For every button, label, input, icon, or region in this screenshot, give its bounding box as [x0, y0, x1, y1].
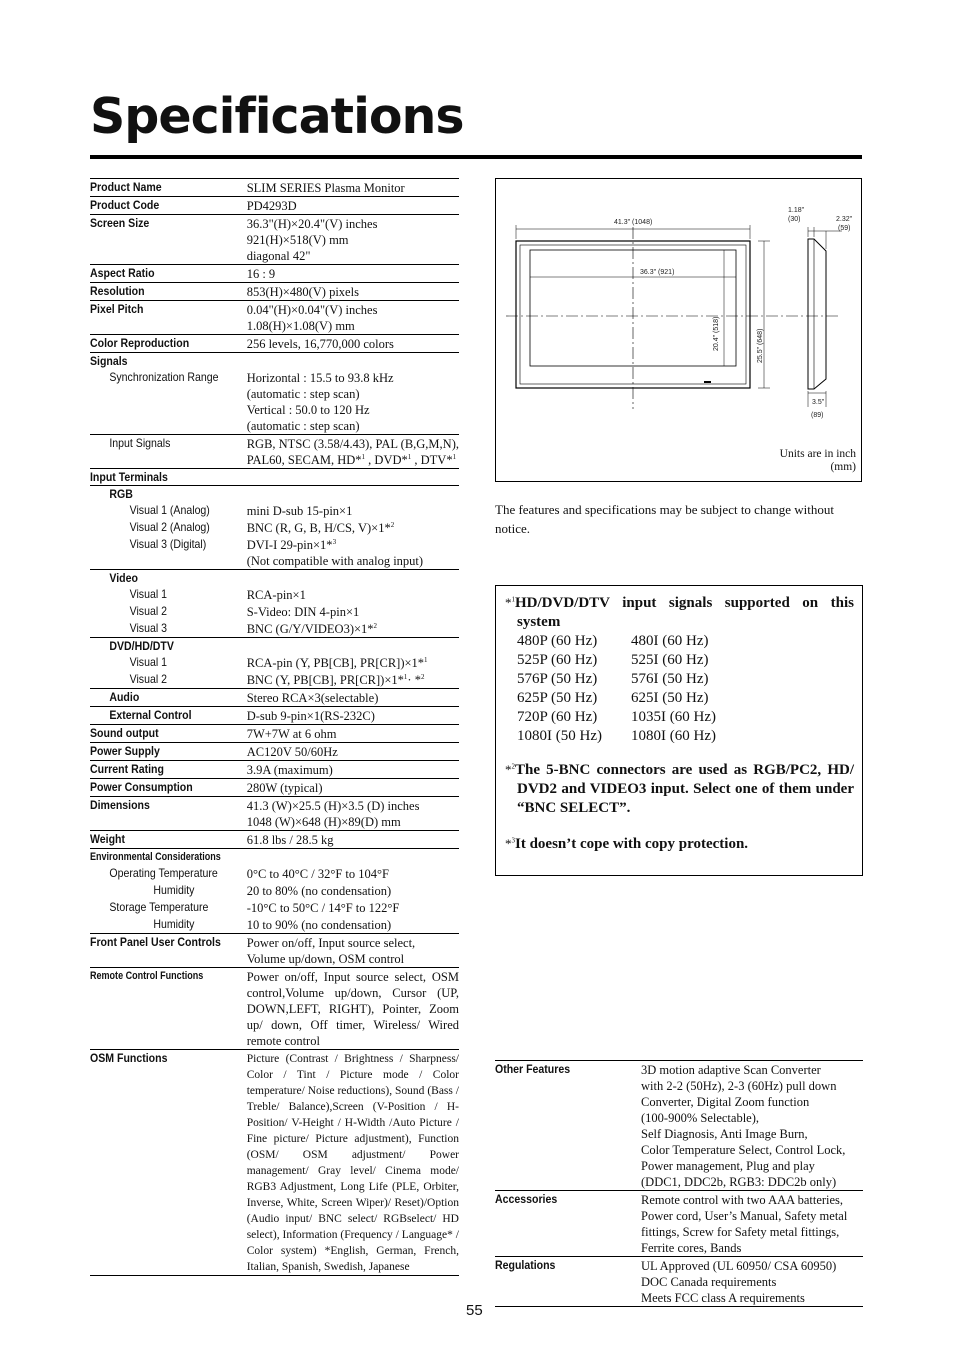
signal-rate: 480P (60 Hz) — [517, 633, 598, 649]
spec-label: Regulations — [495, 1257, 623, 1307]
spec-label: Front Panel User Controls — [90, 934, 228, 968]
spec-row — [90, 215, 459, 265]
spec-row — [90, 797, 459, 831]
spec-label: Visual 2 (Analog) — [129, 520, 210, 534]
signal-rate: 576P (50 Hz) — [517, 671, 598, 687]
spec-value: 3.9A (maximum) — [247, 761, 459, 779]
signal-rate: 525P (60 Hz) — [517, 652, 598, 668]
spec-label: Remote Control Functions — [90, 968, 218, 1050]
page-number: 55 — [466, 1302, 483, 1319]
spec-label: Operating Temperature — [109, 866, 218, 880]
footnote-3: *$^3$It doesn’t cope with copy protection. — [505, 836, 749, 852]
bottom-depth-label: 3.5" — [812, 399, 825, 406]
signal-rate: 625I (50 Hz) — [631, 690, 709, 706]
spec-label: Dimensions — [90, 797, 228, 831]
spec-row — [90, 586, 459, 603]
top-depth-label: 1.18" — [788, 207, 805, 214]
spec-row — [90, 638, 459, 655]
spec-row — [495, 1257, 863, 1307]
spec-row — [90, 831, 459, 849]
spec-label: DVD/HD/DTV — [90, 638, 228, 655]
spec-value: Horizontal : 15.5 to 93.8 kHz (automatic : step scan) Vertical : 50.0 to 120 Hz (automatic : step scan) — [246, 371, 394, 433]
spec-label: Visual 3 (Digital) — [129, 537, 207, 551]
spec-value: 853(H)×480(V) pixels — [247, 283, 459, 301]
spec-row — [90, 916, 459, 934]
overall-width-label: 41.3" (1048) — [614, 219, 653, 226]
spec-label: Product Code — [90, 197, 228, 215]
spec-row — [90, 283, 459, 301]
screen-width-label: 36.3" (921) — [640, 269, 675, 276]
spec-value: 41.3 (W)×25.5 (H)×3.5 (D) inches 1048 (W)×648 (H)×89(D) mm — [247, 797, 459, 831]
signal-rate: 1080I (60 Hz) — [631, 728, 716, 744]
additional-specifications-table — [495, 1060, 863, 1307]
spec-row — [90, 570, 459, 587]
spec-row — [90, 620, 459, 638]
page-title: Specifications — [90, 88, 464, 145]
spec-row — [90, 536, 459, 570]
spec-label: Screen Size — [90, 215, 228, 265]
spec-value: Picture (Contrast / Brightness / Sharpness/ Color / Tint / Picture mode / Color temperature/ Noise reductions), Sound (Bass / Treble/ Balance),Screen (V-Position / H-Position/ V-Height / H-Width /Auto Picture / Fine picture/ Picture adjustment), Function (OSM/ OSM adjustment/ Power management/ Gray level/ Cinema mode/ RGB3 Adjustment, Long Life (PLE, Orbiter, Inverse, White, Screen Wiper)/ Reset)/Option (Audio input/ BNC select/ RGBselect/ HD select), Information (Frequency / Language* / Color system) *English, German, French, Italian, Spanish, Swedish, Japanese — [247, 1050, 459, 1276]
spec-row — [90, 435, 459, 469]
spec-row — [90, 968, 459, 1050]
signal-rate: 720P (60 Hz) — [517, 709, 598, 725]
spec-value: UL Approved (UL 60950/ CSA 60950) DOC Canada requirements Meets FCC class A requirements — [641, 1257, 863, 1307]
spec-value: PD4293D — [247, 197, 459, 215]
spec-row — [495, 1191, 863, 1257]
spec-value: D-sub 9-pin×1(RS-232C) — [247, 707, 459, 725]
signal-rate: 1035I (60 Hz) — [631, 709, 716, 725]
spec-value: BNC (Y, PB[CB], PR[CR])×1*$^1$· *$^2$ — [246, 672, 425, 687]
spec-label: Input Terminals — [90, 469, 228, 486]
spec-value: Remote control with two AAA batteries, Power cord, User’s Manual, Safety metal fittings, Screw for Safety metal fittings, Ferrite cores, Bands — [641, 1191, 863, 1257]
signal-rate: 576I (50 Hz) — [631, 671, 709, 687]
spec-row — [495, 1061, 863, 1191]
spec-label: Pixel Pitch — [90, 301, 228, 335]
spec-value: BNC (G/Y/VIDEO3)×1*$^2$ — [246, 621, 378, 636]
spec-row — [90, 502, 459, 519]
spec-value: 280W (typical) — [247, 779, 459, 797]
signal-rate: 480I (60 Hz) — [631, 633, 709, 649]
spec-value: SLIM SERIES Plasma Monitor — [247, 179, 459, 197]
spec-row — [90, 519, 459, 536]
spec-value: RCA-pin (Y, PB[CB], PR[CR])×1*$^1$ — [246, 655, 428, 670]
spec-value: 10 to 90% (no condensation) — [246, 918, 392, 932]
spec-row — [90, 1050, 459, 1276]
spec-row — [90, 469, 459, 486]
bottom-depth-mm-label: (89) — [811, 412, 824, 419]
spec-label: Environmental Considerations — [90, 849, 218, 866]
spec-value: 61.8 lbs / 28.5 kg — [247, 831, 459, 849]
spec-row — [90, 761, 459, 779]
spec-value — [247, 469, 459, 486]
spec-row — [90, 849, 459, 866]
spec-value: RGB, NTSC (3.58/4.43), PAL (B,G,M,N), PAL60, SECAM, HD*$^1$ , DVD*$^1$ , DTV*$^1$ — [247, 435, 459, 469]
spec-label: Sound output — [90, 725, 228, 743]
signal-rate: 625P (50 Hz) — [517, 690, 598, 706]
title-rule — [90, 155, 862, 159]
spec-value: RCA-pin×1 — [246, 588, 306, 602]
overall-height-label: 25.5" (648) — [757, 328, 764, 363]
spec-row — [90, 265, 459, 283]
spec-label: Weight — [90, 831, 228, 849]
spec-label: Visual 1 — [129, 655, 167, 669]
spec-label: Other Features — [495, 1061, 623, 1191]
spec-value — [247, 638, 459, 655]
signal-rate: 1080I (50 Hz) — [517, 728, 602, 744]
spec-value: 3D motion adaptive Scan Converter with 2-2 (50Hz), 2-3 (60Hz) pull down Converter, Digital Zoom function (100-900% Selectable), Self Diagnosis, Anti Image Burn, Color Temperature Select, Control Lock, Power management, Plug and play (DDC1, DDC2b, RGB3: DDC2b only) — [641, 1061, 863, 1191]
spec-label: Humidity — [153, 917, 195, 931]
side-depth-mm-label: (59) — [838, 225, 851, 232]
spec-row — [90, 865, 459, 882]
spec-label: Audio — [90, 689, 228, 707]
spec-value: 20 to 80% (no condensation) — [246, 884, 392, 898]
spec-row — [90, 197, 459, 215]
spec-label: Accessories — [495, 1191, 623, 1257]
specifications-table — [90, 178, 459, 1276]
spec-value: 0.04"(H)×0.04"(V) inches 1.08(H)×1.08(V) mm — [247, 301, 459, 335]
spec-label: Visual 2 — [129, 604, 167, 618]
spec-value — [247, 353, 459, 370]
spec-value: 36.3"(H)×20.4"(V) inches 921(H)×518(V) mm diagonal 42" — [247, 215, 459, 265]
spec-value: mini D-sub 15-pin×1 — [246, 504, 353, 518]
units-note: Units are in inch (mm) — [779, 448, 856, 473]
spec-row — [90, 603, 459, 620]
spec-label: Resolution — [90, 283, 228, 301]
spec-label: Humidity — [153, 883, 195, 897]
spec-row — [90, 369, 459, 435]
spec-value: Power on/off, Input source select, Volume up/down, OSM control — [247, 934, 459, 968]
spec-label: Visual 3 — [129, 621, 167, 635]
spec-value — [247, 486, 459, 503]
spec-label: Power Supply — [90, 743, 228, 761]
spec-label: Visual 1 (Analog) — [129, 503, 210, 517]
screen-height-label: 20.4" (518) — [713, 316, 720, 351]
side-depth-label: 2.32" — [836, 216, 853, 223]
spec-value: 16 : 9 — [247, 265, 459, 283]
spec-value: AC120V 50/60Hz — [247, 743, 459, 761]
spec-row — [90, 725, 459, 743]
dimensions-diagram — [495, 178, 862, 482]
spec-value: Stereo RCA×3(selectable) — [247, 689, 459, 707]
spec-label: Color Reproduction — [90, 335, 228, 353]
spec-row — [90, 779, 459, 797]
dimension-drawing — [496, 179, 861, 481]
spec-value — [247, 570, 459, 587]
spec-label: Synchronization Range — [109, 370, 219, 384]
spec-value — [247, 849, 459, 866]
footnotes-box — [495, 585, 863, 876]
spec-row — [90, 353, 459, 370]
spec-label: Storage Temperature — [109, 900, 209, 914]
spec-row — [90, 707, 459, 725]
spec-row — [90, 689, 459, 707]
spec-value: 0°C to 40°C / 32°F to 104°F — [246, 867, 389, 881]
spec-label: Visual 2 — [129, 672, 167, 686]
spec-value: S-Video: DIN 4-pin×1 — [246, 605, 360, 619]
supported-signal-list — [505, 632, 854, 746]
spec-label: Video — [90, 570, 228, 587]
spec-row — [90, 179, 459, 197]
spec-value: Power on/off, Input source select, OSM control,Volume up/down, Cursor (UP, DOWN,LEFT, RIGHT), Pointer, Zoom up/ down, Off timer, Wireless/ Wired remote control — [247, 968, 459, 1050]
notice-text: The features and specifications may be subject to change without notice. — [495, 502, 834, 536]
spec-row — [90, 654, 459, 671]
spec-label: Product Name — [90, 179, 228, 197]
spec-row — [90, 899, 459, 916]
top-depth-mm-label: (30) — [788, 216, 801, 223]
spec-label: External Control — [90, 707, 228, 725]
spec-row — [90, 743, 459, 761]
signal-rate: 525I (60 Hz) — [631, 652, 709, 668]
spec-row — [90, 882, 459, 899]
spec-value: -10°C to 50°C / 14°F to 122°F — [246, 901, 400, 915]
spec-row — [90, 486, 459, 503]
spec-row — [90, 335, 459, 353]
spec-value: 7W+7W at 6 ohm — [247, 725, 459, 743]
spec-label: Power Consumption — [90, 779, 228, 797]
spec-label: Current Rating — [90, 761, 228, 779]
spec-row — [90, 301, 459, 335]
spec-label: Aspect Ratio — [90, 265, 228, 283]
spec-value: DVI-I 29-pin×1*$^3$ (Not compatible with analog input) — [246, 537, 424, 568]
footnote-1: *$^1$HD/DVD/DTV input signals supported on this system — [505, 595, 854, 630]
spec-label: OSM Functions — [90, 1050, 228, 1276]
spec-label: Signals — [90, 353, 228, 370]
spec-label: Visual 1 — [129, 587, 167, 601]
spec-row — [90, 671, 459, 689]
spec-label: RGB — [90, 486, 228, 503]
spec-value: 256 levels, 16,770,000 colors — [247, 335, 459, 353]
spec-row — [90, 934, 459, 968]
footnote-2: *$^2$The 5-BNC connectors are used as RGB/PC2, HD/ DVD2 and VIDEO3 input. Select one of them under “BNC SELECT”. — [505, 762, 854, 816]
spec-value: BNC (R, G, B, H/CS, V)×1*$^2$ — [246, 520, 395, 535]
spec-label: Input Signals — [90, 435, 228, 469]
